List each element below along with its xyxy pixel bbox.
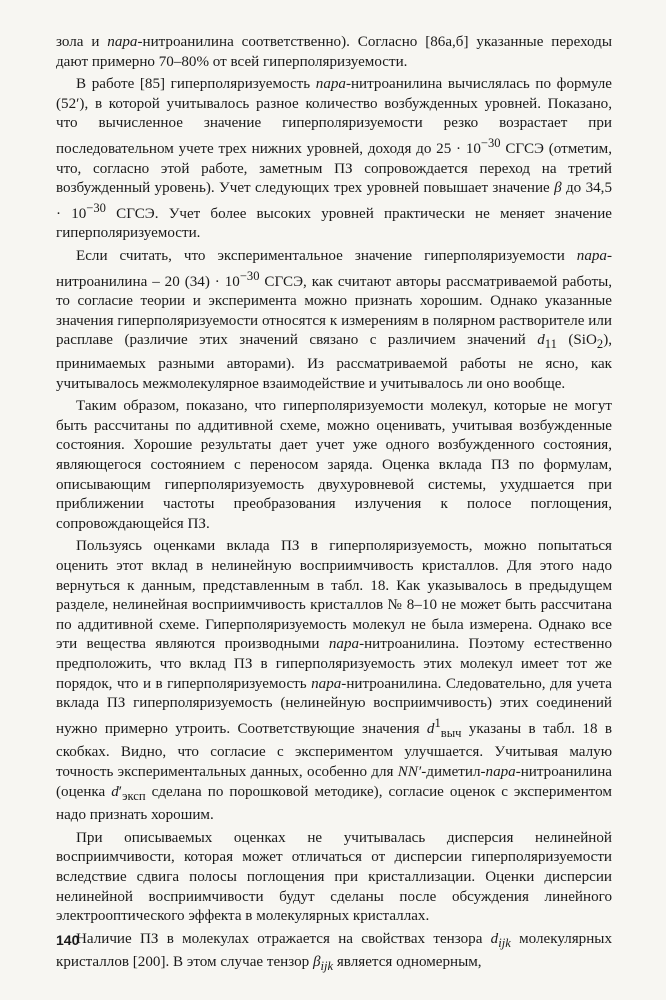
paragraph-5: Пользуясь оценками вклада ПЗ в гиперполяризуемость, можно попытаться оценить этот вклад в нелинейную восприимчивость кристаллов. Для этого надо вернуться к данным, представленным в табл. 18. Как указывалось в предыдущем разделе, нелинейная восприимчивость кристаллов № 8–10 не может быть рассчитана по аддитивной схеме. Гиперполяризуемость молекул не была измерена. Однако все эти вещества являются производными пара-нитроанилина. Поэтому естественно предположить, что вклад ПЗ в гиперполяризуемость этих молекул имеет тот же порядок, что и в гиперполяризуемость пара-нитроанилина. Следовательно, для учета вклада ПЗ гиперполяризуемость (нелинейную восприимчивость) этих соединений нужно примерно утроить. Соответствующие значения $d^1_{выч}$ указаны в табл. 18 в скобках. Видно, что согласие с экспериментом улучшается. Учитывая малую точность экспериментальных данных, особенно для NN′-диметил-пара-нитроанилина (оценка $d'_{эксп}$ сделана по порошковой методике), согласие оценок с экспериментом надо признать хорошим. <box>56 538 612 824</box>
page-number: 140 <box>56 932 80 948</box>
paragraph-1: зола и пара-нитроанилина соответственно). Согласно [86а,б] указанные переходы дают примерно 70–80% от всей гиперполяризуемости. <box>56 34 612 70</box>
paragraph-4: Таким образом, показано, что гиперполяризуемости молекул, которые не могут быть рассчитаны по аддитивной схеме, можно оценивать, учитывая возбужденные состояния. Хорошие результаты дает учет уже одного возбужденного состояния, являющегося состоянием с переносом заряда. Оценка вклада ПЗ по формулам, описывающим гиперполяризуемость двухуровневой системы, ухудшается при приближении частоты преобразования излучения к полосе поглощения, сопровождающейся ПЗ. <box>56 398 612 532</box>
paragraph-2: В работе [85] гиперполяризуемость пара-нитроанилина вычислялась по формуле (52′), в которой учитывалось разное количество возбужденных уровней. Показано, что вычисленное значение гиперполяризуемости резко возрастает при последовательном учете трех нижних уровней, доходя до $25 \cdot 10^{-30}$ СГСЭ (отметим, что, согласно этой работе, заметным ПЗ сопровождается переход на третий возбужденный уровень). Учет следующих трех уровней повышает значение β до $34,5 \cdot 10^{-30}$ СГСЭ. Учет более высоких уровней практически не меняет значение гиперполяризуемости. <box>56 76 612 242</box>
paragraph-7: Наличие ПЗ в молекулах отражается на свойствах тензора $d_{ijk}$ молекулярных кристаллов [200]. В этом случае тензор $\beta_{ijk}$ является одномерным, <box>56 930 612 974</box>
paragraph-6: При описываемых оценках не учитывалась дисперсия нелинейной восприимчивости, которая может отличаться от дисперсии гиперполяризуемости вследствие сдвига полосы поглощения при кристаллизации. Оценки дисперсии нелинейной восприимчивости будут сделаны после обсуждения линейного электрооптического эффекта в молекулярных кристаллах. <box>56 829 612 925</box>
paragraph-3: Если считать, что экспериментальное значение гиперполяризуемости пара-нитроанилина – 20 $(34) \cdot 10^{-30}$ СГСЭ, как считают авторы рассматриваемой работы, то согласие теории и эксперимента можно признать хорошим. Однако указанные значения гиперполяризуемости относятся к измерениям в полярном растворителе или расплаве (различие этих значений связано с различием значений $d_{11}$ (SiO$_2$), принимаемых разными авторами). Из рассматриваемой работы не ясно, как учитывалось межмолекулярное взаимодействие и учитывалось ли оно вообще. <box>56 248 612 392</box>
